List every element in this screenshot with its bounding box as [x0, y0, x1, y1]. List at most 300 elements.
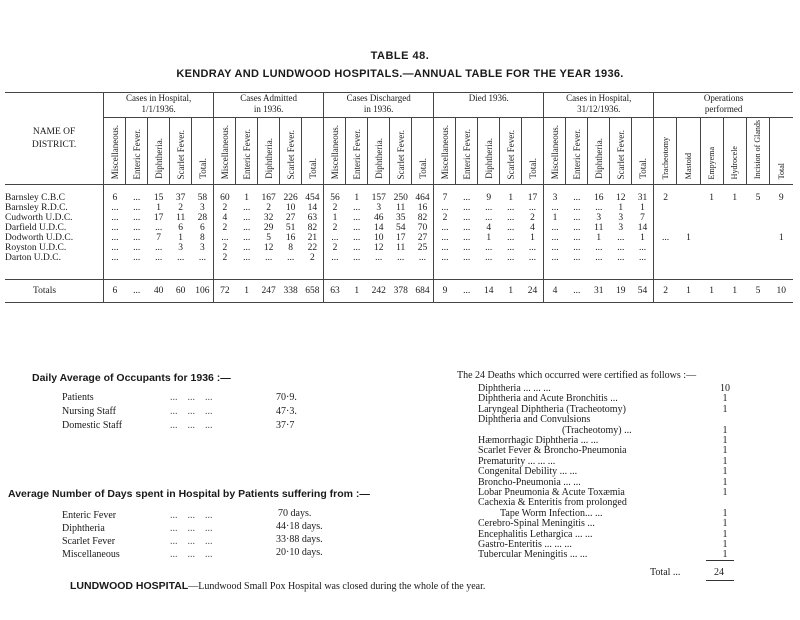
table-cell: 12	[616, 193, 626, 204]
table-cell: 9	[486, 193, 492, 204]
table-cell	[677, 253, 700, 263]
table-cell: ...	[353, 233, 361, 244]
table-cell: ...	[485, 203, 493, 214]
occupant-value: 47·3.	[276, 406, 297, 417]
death-cause: Diphtheria ... ... ...	[478, 383, 551, 394]
table-cell	[654, 203, 677, 213]
total-cell: 1	[500, 280, 522, 303]
column-header: Diphtheria.	[258, 118, 280, 185]
table-cell: 5	[755, 193, 761, 204]
table-cell: ...	[662, 233, 670, 244]
column-header: Total.	[632, 118, 654, 185]
table-cell	[700, 203, 723, 213]
table-cell: 6	[112, 193, 118, 204]
table-cell: ...	[441, 223, 449, 234]
table-cell	[677, 193, 700, 203]
occupants-heading: Daily Average of Occupants for 1936 :—	[32, 372, 231, 384]
table-cell: ...	[133, 223, 141, 234]
table-cell: ...	[522, 243, 544, 253]
table-cell: ...	[463, 233, 471, 244]
table-cell	[677, 243, 700, 253]
table-cell: 12	[373, 243, 384, 254]
total-cell: 1	[236, 280, 258, 303]
table-cell: 14	[302, 203, 324, 213]
table-cell: ...	[133, 253, 141, 264]
table-cell	[770, 243, 793, 253]
column-header: Enteric Fever.	[126, 118, 148, 185]
district-name: Royston U.D.C.	[5, 243, 104, 253]
table-cell: 1	[156, 203, 162, 214]
table-cell	[654, 223, 677, 233]
death-cause: Cerebro-Spinal Meningitis ...	[478, 518, 595, 530]
total-cell: ...	[126, 280, 148, 303]
table-cell: ...	[551, 233, 559, 244]
table-cell: ...	[243, 243, 251, 254]
table-cell: ...	[441, 253, 449, 264]
table-cell: ...	[133, 243, 141, 254]
table-cell: ...	[243, 253, 251, 264]
table-cell: 70	[412, 223, 434, 233]
leader-dots: ... ... ...	[170, 523, 213, 534]
table-cell: ...	[441, 203, 449, 214]
table-cell: 16	[285, 233, 296, 244]
table-cell: ...	[463, 203, 471, 214]
column-header: Scarlet Fever.	[170, 118, 192, 185]
total-cell: 9	[434, 280, 456, 303]
table-cell: 60	[220, 193, 230, 204]
death-cause: Diphtheria and Acute Bronchitis ...	[478, 393, 618, 405]
table-cell: ...	[243, 213, 251, 224]
table-cell: ...	[507, 223, 515, 234]
column-header: Scarlet Fever.	[390, 118, 412, 185]
column-header: Mastoid	[677, 118, 700, 185]
table-cell: 2	[222, 203, 228, 214]
death-cause: Diphtheria and Convulsions	[478, 414, 591, 426]
table-cell	[654, 243, 677, 253]
table-cell: ...	[155, 253, 163, 264]
column-header: Diphtheria.	[478, 118, 500, 185]
table-cell: 14	[632, 223, 654, 233]
table-cell	[746, 203, 769, 213]
table-cell: 157	[371, 193, 386, 204]
column-header: Total	[770, 118, 793, 185]
table-cell	[770, 223, 793, 233]
table-cell: 54	[395, 223, 406, 234]
table-cell: 35	[395, 213, 406, 224]
group-header-operations: Operations performed	[654, 93, 793, 118]
table-cell: ...	[485, 243, 493, 254]
table-cell: 27	[285, 213, 296, 224]
table-cell: 58	[192, 193, 214, 203]
death-cause: Hæmorrhagic Diphtheria ... ...	[478, 435, 599, 446]
table-cell: 2	[442, 213, 448, 224]
table-cell: ...	[331, 253, 339, 264]
table-cell: 2	[663, 193, 668, 204]
table-cell	[723, 233, 746, 243]
table-cell: 3	[192, 203, 214, 213]
column-header: Scarlet Fever.	[610, 118, 632, 185]
table-cell: ...	[441, 233, 449, 244]
column-header: Enteric Fever.	[236, 118, 258, 185]
table-cell: 7	[632, 213, 654, 223]
table-cell: ...	[551, 223, 559, 234]
death-count: 1	[722, 403, 728, 415]
column-header: Miscellaneous.	[324, 118, 346, 185]
table-row	[5, 243, 793, 253]
table-cell	[723, 253, 746, 263]
name-header-line: NAME OF	[32, 126, 76, 137]
death-count: 1	[722, 539, 728, 550]
column-header: Incision of Glands	[746, 118, 769, 185]
death-count: 10	[720, 383, 730, 394]
table-cell	[700, 223, 723, 233]
table-cell: ...	[573, 223, 581, 234]
total-rule	[706, 580, 734, 581]
table-cell: 226	[283, 193, 298, 204]
total-cell: 1	[346, 280, 368, 303]
table-cell: 1	[686, 233, 691, 244]
table-cell: 63	[302, 213, 324, 223]
table-cell	[746, 243, 769, 253]
name-of-district-header	[5, 93, 104, 185]
district-name: Cudworth U.D.C.	[5, 213, 104, 223]
table-row	[5, 223, 793, 233]
district-name: Darfield U.D.C.	[5, 223, 104, 233]
column-header: Scarlet Fever.	[280, 118, 302, 185]
total-cell: 247	[258, 280, 280, 303]
column-header: Diphtheria.	[368, 118, 390, 185]
death-count: 1	[722, 549, 728, 561]
table-cell: 167	[261, 193, 276, 204]
stay-label: Scarlet Fever	[62, 536, 116, 547]
occupant-label: Domestic Staff	[62, 420, 123, 431]
death-count: 1	[722, 445, 728, 457]
death-count: 1	[722, 466, 728, 478]
total-cell: 5	[746, 280, 769, 303]
group-header-admitted: Cases Admitted in 1936.	[214, 93, 324, 118]
table-cell: 11	[396, 243, 406, 254]
total-cell: 31	[588, 280, 610, 303]
table-row	[5, 193, 793, 203]
table-cell: 1	[178, 233, 184, 244]
table-cell: ...	[133, 193, 141, 204]
deaths-intro: The 24 Deaths which occurred were certified as follows :—	[457, 370, 697, 381]
table-cell: 1	[596, 233, 602, 244]
table-cell: 3	[596, 213, 602, 224]
table-cell: ...	[353, 223, 361, 234]
stay-value: 44·18 days.	[276, 521, 323, 532]
totals-row	[5, 280, 793, 303]
table-cell	[654, 213, 677, 223]
column-header: Diphtheria.	[588, 118, 610, 185]
table-cell: ...	[177, 253, 185, 264]
table-cell: 82	[412, 213, 434, 223]
table-cell: 2	[332, 223, 338, 234]
table-cell: 14	[373, 223, 384, 234]
district-name: Barnsley C.B.C	[5, 193, 104, 203]
total-cell: 1	[677, 280, 700, 303]
table-cell: ...	[397, 253, 405, 264]
table-cell	[677, 223, 700, 233]
table-cell: 1	[552, 213, 558, 224]
deaths-total-label: Total ...	[650, 567, 681, 578]
table-cell: ...	[522, 203, 544, 213]
totals-label: Totals	[5, 280, 104, 303]
column-header: Total.	[302, 118, 324, 185]
table-cell: ...	[155, 223, 163, 234]
table-cell: 16	[594, 193, 604, 204]
table-cell	[677, 203, 700, 213]
table-cell: 1	[244, 193, 250, 204]
table-cell: 2	[222, 253, 228, 264]
death-count: 1	[722, 455, 728, 467]
column-header: Diphtheria.	[148, 118, 170, 185]
table-cell: ...	[133, 203, 141, 214]
table-cell: ...	[111, 223, 119, 234]
table-cell: 2	[302, 253, 324, 263]
table-cell: ...	[463, 193, 471, 204]
column-header: Miscellaneous.	[214, 118, 236, 185]
table-cell: ...	[353, 243, 361, 254]
table-cell: ...	[353, 203, 361, 214]
table-cell: 4	[522, 223, 544, 233]
total-cell: 72	[214, 280, 236, 303]
table-cell	[700, 253, 723, 263]
table-cell: 25	[412, 243, 434, 253]
table-cell	[746, 223, 769, 233]
table-cell: 11	[594, 223, 604, 234]
table-cell: 31	[632, 193, 654, 203]
table-cell: ...	[192, 253, 214, 263]
table-cell: ...	[375, 253, 383, 264]
table-cell	[723, 243, 746, 253]
table-cell: ...	[485, 253, 493, 264]
table-cell: 1	[508, 193, 514, 204]
district-name: Dodworth U.D.C.	[5, 233, 104, 243]
table-cell: ...	[111, 233, 119, 244]
death-cause: Lobar Pneumonia & Acute Toxæmia	[478, 487, 625, 498]
column-header: Miscellaneous.	[104, 118, 126, 185]
leader-dots: ... ... ...	[170, 510, 213, 521]
table-cell: 7	[442, 193, 448, 204]
group-header-in-hospital-end: Cases in Hospital, 31/12/1936.	[544, 93, 654, 118]
table-cell: ...	[265, 253, 273, 264]
total-cell: 338	[280, 280, 302, 303]
deaths-total: 24	[714, 567, 724, 578]
table-cell: ...	[133, 213, 141, 224]
table-cell: ...	[632, 243, 654, 253]
table-cell: ...	[331, 233, 339, 244]
table-cell: 250	[393, 193, 408, 204]
table-cell: 3	[618, 213, 624, 224]
table-cell: 1	[778, 233, 784, 244]
table-cell: ...	[243, 223, 251, 234]
footer-rest: —Lundwood Small Pox Hospital was closed during the whole of the year.	[188, 581, 486, 592]
death-count: 1	[722, 435, 728, 446]
table-cell: 3	[192, 243, 214, 253]
table-cell: 17	[522, 193, 544, 203]
table-cell: ...	[243, 203, 251, 214]
table-cell: 46	[373, 213, 384, 224]
table-cell: 29	[263, 223, 274, 234]
table-cell: ...	[632, 253, 654, 263]
death-cause: Laryngeal Diphtheria (Tracheotomy)	[478, 403, 626, 415]
total-cell: 4	[544, 280, 566, 303]
footer-note	[70, 580, 485, 592]
death-count: 1	[722, 487, 728, 498]
death-cause: Broncho-Pneumonia ... ...	[478, 476, 581, 488]
column-header: Total.	[522, 118, 544, 185]
table-cell: 9	[778, 193, 784, 204]
total-cell: 19	[610, 280, 632, 303]
table-cell: 8	[192, 233, 214, 243]
table-cell: ...	[573, 253, 581, 264]
table-row	[5, 253, 793, 263]
table-cell: 1	[354, 193, 360, 204]
table-cell: 17	[153, 213, 164, 224]
stay-value: 33·88 days.	[276, 534, 323, 545]
total-cell: 6	[104, 280, 126, 303]
table-cell: ...	[412, 253, 434, 263]
total-cell: 2	[654, 280, 677, 303]
stay-label: Diphtheria	[62, 523, 105, 534]
table-cell: 3	[178, 243, 184, 254]
table-cell: ...	[551, 203, 559, 214]
table-cell: ...	[573, 213, 581, 224]
table-cell: ...	[507, 203, 515, 214]
table-cell: 12	[263, 243, 274, 254]
table-cell: 51	[285, 223, 296, 234]
total-cell: 14	[478, 280, 500, 303]
death-cause: Tape Worm Infection... ...	[500, 507, 603, 519]
table-cell: 4	[222, 213, 228, 224]
group-header-in-hospital-start: Cases in Hospital, 1/1/1936.	[104, 93, 214, 118]
table-cell: 11	[176, 213, 186, 224]
stay-value: 70 days.	[278, 508, 312, 519]
group-header-discharged: Cases Discharged in 1936.	[324, 93, 434, 118]
table-cell: 1	[522, 233, 544, 243]
total-cell: 378	[390, 280, 412, 303]
column-header: Tracheotomy	[654, 118, 677, 185]
column-header: Enteric Fever.	[456, 118, 478, 185]
table-cell: 56	[330, 193, 340, 204]
table-cell: ...	[595, 253, 603, 264]
total-cell: 242	[368, 280, 390, 303]
death-count: 1	[722, 507, 728, 519]
table-cell: ...	[463, 243, 471, 254]
death-cause: Encephalitis Lethargica ... ...	[478, 528, 593, 540]
table-cell: 454	[302, 193, 324, 203]
table-row	[5, 203, 793, 213]
table-cell: ...	[595, 243, 603, 254]
table-cell	[770, 253, 793, 263]
total-cell: 658	[302, 280, 324, 303]
table-cell: ...	[573, 233, 581, 244]
total-cell: 24	[522, 280, 544, 303]
table-cell: 82	[302, 223, 324, 233]
table-cell: ...	[463, 213, 471, 224]
table-cell: ...	[353, 213, 361, 224]
table-cell	[700, 233, 723, 243]
death-count: 1	[722, 476, 728, 488]
death-count: 1	[722, 393, 728, 405]
table-cell: ...	[243, 233, 251, 244]
table-label: TABLE 48.	[370, 50, 430, 62]
table-cell: ...	[485, 213, 493, 224]
table-cell: ...	[287, 253, 295, 264]
total-cell: ...	[566, 280, 588, 303]
death-count: 1	[722, 518, 728, 530]
table-cell: 3	[376, 203, 382, 214]
table-cell: 1	[618, 203, 624, 214]
table-cell: 1	[732, 193, 738, 204]
total-cell: 54	[632, 280, 654, 303]
occupant-label: Nursing Staff	[62, 406, 116, 417]
total-cell: 60	[170, 280, 192, 303]
column-header: Total.	[192, 118, 214, 185]
leader-dots: ... ... ...	[170, 420, 213, 431]
table-cell: 4	[486, 223, 492, 234]
table-cell: 22	[302, 243, 324, 253]
table-cell: 464	[412, 193, 434, 203]
table-cell	[677, 213, 700, 223]
leader-dots: ... ... ...	[170, 549, 213, 560]
occupant-value: 37·7	[276, 420, 295, 431]
table-cell: 2	[222, 223, 228, 234]
column-header: Enteric Fever.	[566, 118, 588, 185]
leader-dots: ... ... ...	[170, 406, 213, 417]
death-count: 1	[722, 528, 728, 540]
death-cause: Cachexia & Enteritis from prolonged	[478, 497, 627, 509]
table-cell: 21	[302, 233, 324, 243]
table-cell: ...	[617, 233, 625, 244]
table-cell: ...	[617, 253, 625, 264]
table-cell: ...	[522, 253, 544, 263]
table-cell: 37	[175, 193, 186, 204]
table-cell: ...	[111, 213, 119, 224]
table-cell	[746, 253, 769, 263]
total-cell: 684	[412, 280, 434, 303]
table-cell: ...	[155, 243, 163, 254]
death-cause: Tubercular Meningitis ... ...	[478, 549, 588, 561]
stay-label: Miscellaneous	[62, 549, 120, 560]
table-cell	[723, 223, 746, 233]
group-header-died: Died 1936.	[434, 93, 544, 118]
hospital-table	[5, 92, 793, 303]
table-cell: ...	[573, 203, 581, 214]
table-cell	[700, 213, 723, 223]
table-cell: ...	[111, 243, 119, 254]
table-cell	[700, 243, 723, 253]
table-cell: 6	[192, 223, 214, 233]
table-cell: 1	[632, 203, 654, 213]
leader-dots: ... ... ...	[170, 392, 213, 403]
table-cell: ...	[551, 253, 559, 264]
table-cell: 17	[395, 233, 406, 244]
total-cell: 63	[324, 280, 346, 303]
table-cell: 2	[178, 203, 184, 214]
table-cell: 15	[153, 193, 164, 204]
table-cell: 2	[522, 213, 544, 223]
table-row	[5, 233, 793, 243]
table-cell	[654, 253, 677, 263]
table-cell: ...	[353, 253, 361, 264]
total-rule	[706, 560, 734, 561]
table-cell: ...	[507, 213, 515, 224]
column-header: Total.	[412, 118, 434, 185]
table-cell: ...	[507, 253, 515, 264]
table-cell: 2	[222, 243, 228, 254]
